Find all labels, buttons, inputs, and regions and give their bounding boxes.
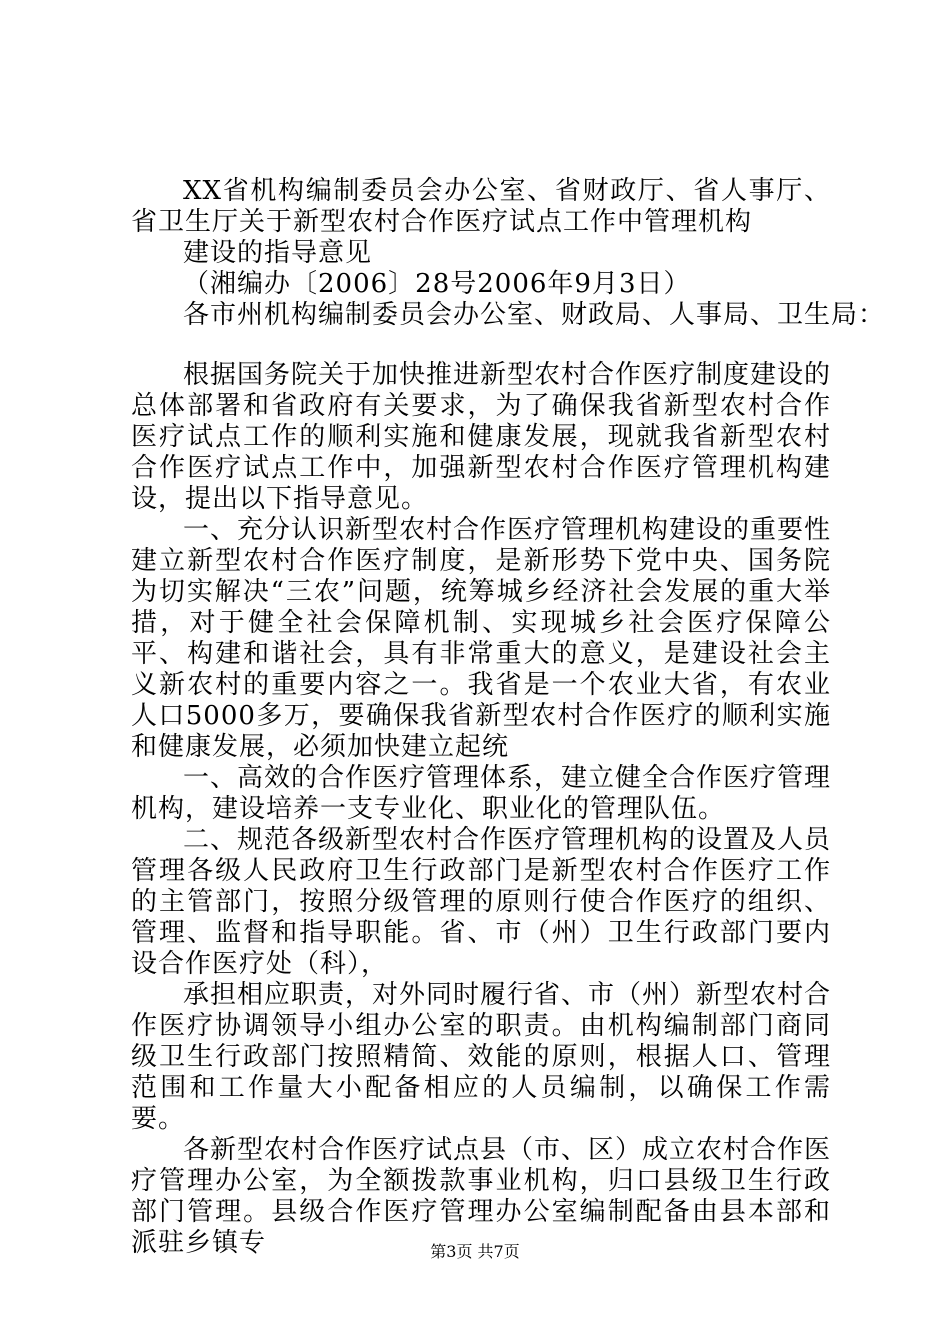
paragraph-county-office: 各新型农村合作医疗试点县（市、区）成立农村合作医疗管理办公室，为全额拨款事业机构，归口县级卫生行政部门管理。县级合作医疗管理办公室编制配备由县本部和派驻乡镇专 bbox=[131, 1135, 832, 1258]
paragraph-section-2-cont: 承担相应职责，对外同时履行省、市（州）新型农村合作医疗协调领导小组办公室的职责。由机构编制部门商同级卫生行政部门按照精简、效能的原则，根据人口、管理范围和工作量大小配备相应的人员编制，以确保工作需要。 bbox=[131, 980, 832, 1134]
document-body bbox=[131, 360, 831, 1259]
page-footer: 第3页 共7页 bbox=[430, 1242, 520, 1261]
paragraph-section-2: 二、规范各级新型农村合作医疗管理机构的设置及人员管理各级人民政府卫生行政部门是新型农村合作医疗工作的主管部门，按照分级管理的原则行使合作医疗的组织、管理、监督和指导职能。省、市（州）卫生行政部门要内设合作医疗处（科）， bbox=[131, 825, 832, 979]
paragraph-intro: 根据国务院关于加快推进新型农村合作医疗制度建设的总体部署和省政府有关要求，为了确保我省新型农村合作医疗试点工作的顺利实施和健康发展，现就我省新型农村合作医疗试点工作中，加强新型农村合作医疗管理机构建设，提出以下指导意见。 bbox=[131, 360, 832, 514]
paragraph-section-1-cont: 一、高效的合作医疗管理体系，建立健全合作医疗管理机构，建设培养一支专业化、职业化的管理队伍。 bbox=[131, 763, 832, 824]
document-title: XX省机构编制委员会办公室、省财政厅、省人事厅、省卫生厅关于新型农村合作医疗试点工作中管理机构 bbox=[131, 176, 831, 237]
paragraph-section-1: 一、充分认识新型农村合作医疗管理机构建设的重要性建立新型农村合作医疗制度，是新形势下党中央、国务院为切实解决“三农”问题，统筹城乡经济社会发展的重大举措，对于健全社会保障机制、实现城乡社会医疗保障公平、构建和谐社会，具有非常重大的意义，是建设社会主义新农村的重要内容之一。我省是一个农业大省，有农业人口5000多万，要确保我省新型农村合作医疗的顺利实施和健康发展，必须加快建立起统 bbox=[131, 515, 832, 762]
document-header bbox=[131, 176, 886, 331]
document-title-continuation: 建设的指导意见 bbox=[183, 238, 373, 268]
document-number: （湘编办〔2006〕28号2006年9月3日） bbox=[183, 269, 691, 299]
document-addressee: 各市州机构编制委员会办公室、财政局、人事局、卫生局： bbox=[183, 300, 886, 330]
